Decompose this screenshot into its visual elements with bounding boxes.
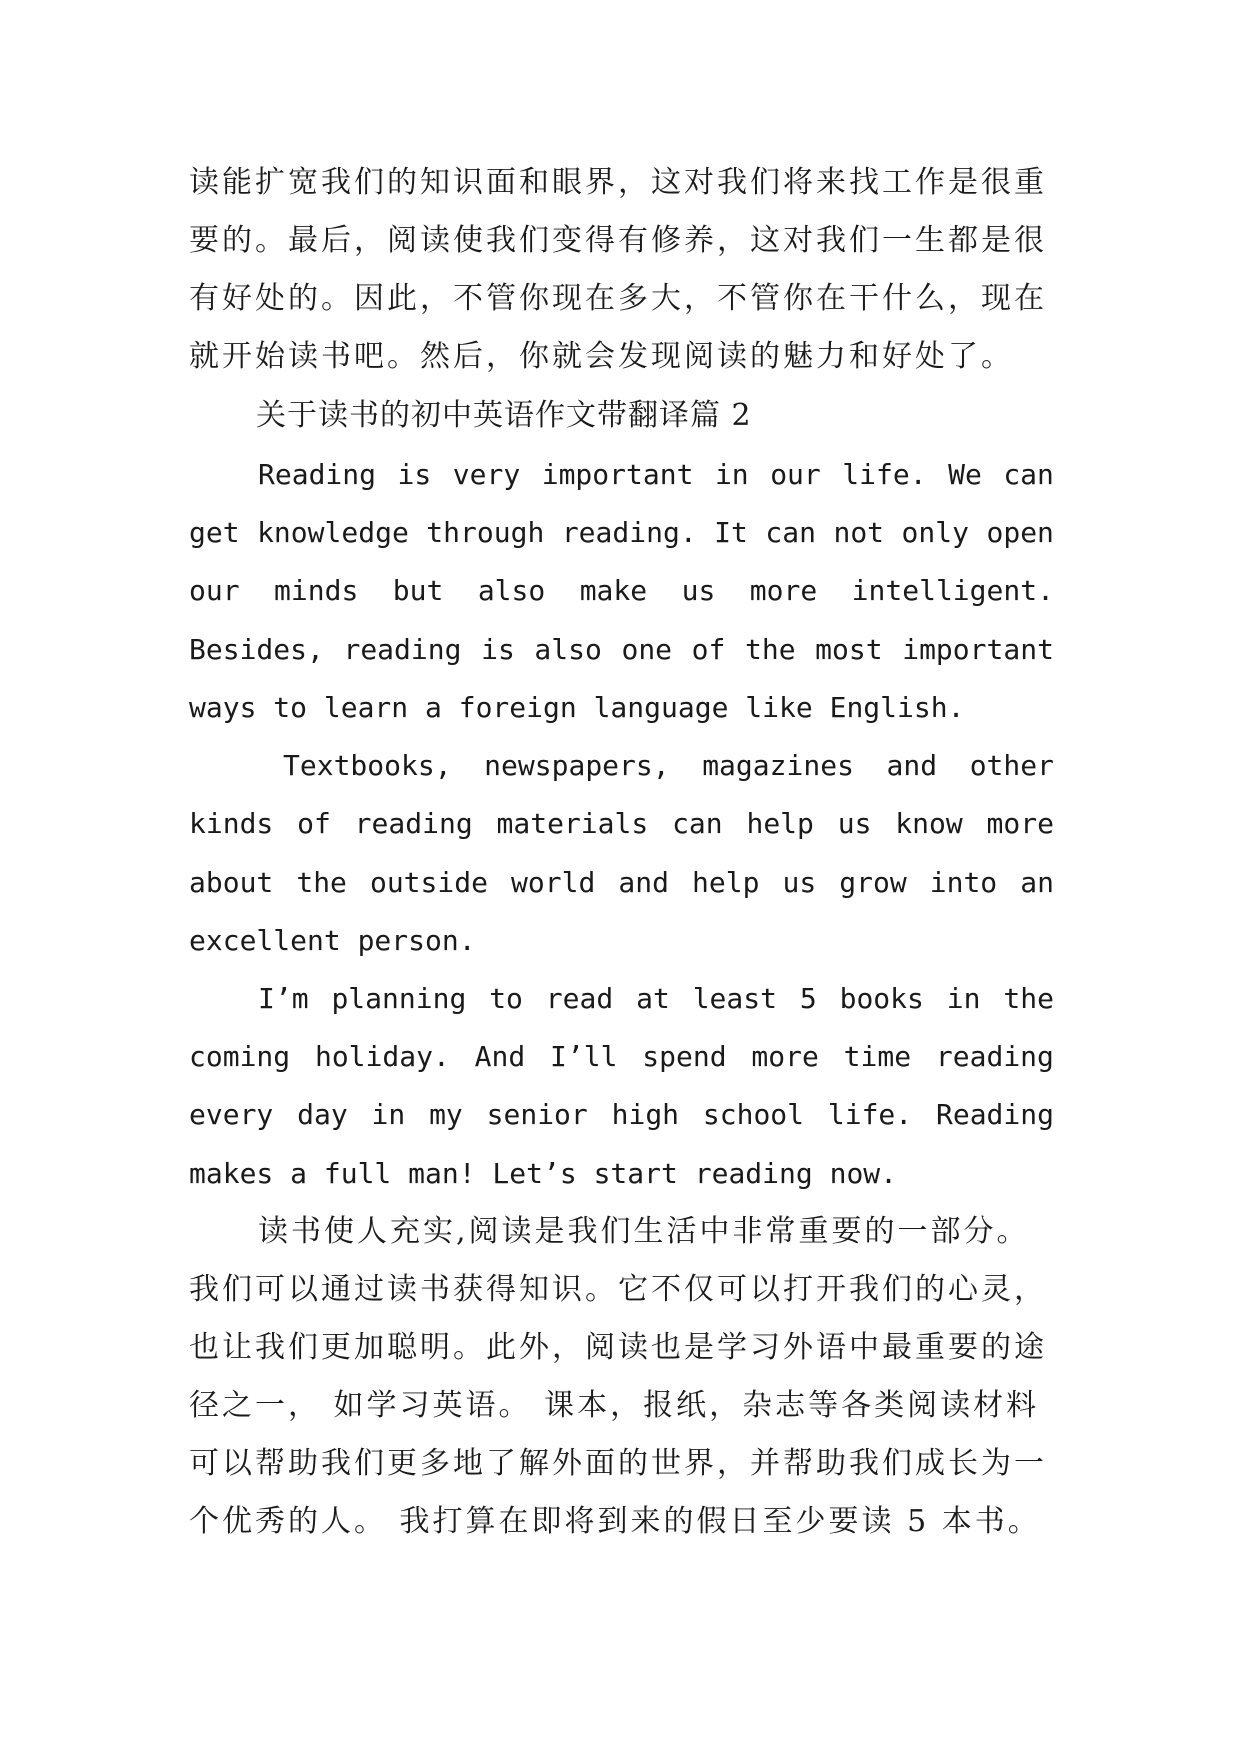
word: only (901, 516, 969, 549)
word: also (477, 574, 546, 607)
paragraph-line (189, 513, 1054, 553)
word: spend (642, 1040, 727, 1073)
word: the (1003, 982, 1054, 1015)
word: can (672, 807, 723, 840)
paragraph-line (189, 1037, 1054, 1077)
word: more (986, 807, 1054, 840)
word: our (770, 458, 821, 491)
word: more (749, 574, 818, 607)
word: but (392, 574, 444, 607)
word: read (545, 982, 614, 1015)
word: day (297, 1098, 348, 1131)
word: It (714, 516, 748, 549)
word: time (843, 1040, 912, 1073)
word: world (511, 866, 596, 899)
word: kinds (189, 807, 274, 840)
word: the (296, 866, 347, 899)
word: of (297, 807, 331, 840)
word: at (636, 982, 670, 1015)
word: newspapers, (484, 749, 670, 782)
word: every (189, 1098, 274, 1131)
word: I’m (258, 982, 309, 1015)
word: one (621, 633, 673, 666)
word: know (895, 807, 963, 840)
word: in (371, 1098, 406, 1131)
word: reading. (561, 516, 697, 549)
word: help (746, 807, 814, 840)
paragraph-line: 读书使人充实,阅读是我们生活中非常重要的一部分。 (258, 1214, 1030, 1249)
paragraph-line (258, 979, 1054, 1019)
word: into (929, 866, 998, 899)
word: open (986, 516, 1054, 549)
word: holiday. (314, 1040, 450, 1073)
word: an (1020, 866, 1054, 899)
word: I’ll (550, 1040, 618, 1073)
word: our (189, 574, 240, 607)
word: more (751, 1040, 819, 1073)
word: about (189, 866, 274, 899)
word: also (534, 633, 602, 666)
word: is (397, 458, 432, 491)
paragraph-line (189, 863, 1054, 903)
paragraph-line: 要的。最后，阅读使我们变得有修养，这对我们一生都是很 (189, 223, 1047, 258)
word: books (839, 982, 924, 1015)
paragraph-line (189, 1095, 1054, 1135)
word: reading (935, 1040, 1054, 1073)
word: can (1003, 458, 1054, 491)
word: help (692, 866, 760, 899)
word: us (837, 807, 872, 840)
paragraph-line: 读能扩宽我们的知识面和眼界，这对我们将来找工作是很重 (189, 165, 1047, 200)
word: school (702, 1098, 805, 1131)
word: We (948, 458, 982, 491)
paragraph-line (189, 630, 1054, 670)
word: not (833, 516, 885, 549)
word: important (541, 458, 694, 491)
word: magazines (702, 749, 854, 782)
word: us (782, 866, 817, 899)
word: us (681, 574, 716, 607)
word: outside (369, 866, 488, 899)
word: Besides, (189, 633, 324, 666)
word: minds (274, 574, 359, 607)
word: the (744, 633, 796, 666)
word: knowledge (257, 516, 409, 549)
word: is (481, 633, 515, 666)
word: important (902, 633, 1054, 666)
word: in (714, 458, 749, 491)
word: intelligent. (851, 574, 1054, 607)
word: reading (343, 633, 462, 666)
word: high (611, 1098, 680, 1131)
paragraph-line: 就开始读书吧。然后，你就会发现阅读的魅力和好处了。 (189, 339, 1014, 374)
word: get (189, 516, 240, 549)
word: make (579, 574, 648, 607)
word: planning (331, 982, 467, 1015)
word: in (946, 982, 981, 1015)
paragraph-line (258, 455, 1054, 495)
word: Textbooks, (283, 749, 452, 782)
paragraph-line: 个优秀的人。 我打算在即将到来的假日至少要读 5 本书。 (189, 1504, 1041, 1539)
paragraph-line: ways to learn a foreign language like English. (189, 691, 965, 724)
paragraph-line: 可以帮助我们更多地了解外面的世界，并帮助我们成长为一 (189, 1446, 1047, 1481)
word: other (969, 749, 1054, 782)
word: materials (496, 807, 649, 840)
word: And (474, 1040, 526, 1073)
word: senior (486, 1098, 588, 1131)
paragraph-line: 也让我们更加聪明。此外，阅读也是学习外语中最重要的途 (189, 1330, 1047, 1365)
word: life. (842, 458, 927, 491)
word: 5 (799, 982, 817, 1015)
word: to (489, 982, 523, 1015)
word: Reading (258, 458, 377, 491)
word: coming (189, 1040, 291, 1073)
word: and (618, 866, 669, 899)
word: least (692, 982, 777, 1015)
word: grow (839, 866, 907, 899)
word: of (691, 633, 726, 666)
paragraph-line: 我们可以通过读书获得知识。它不仅可以打开我们的心灵， (189, 1272, 1047, 1307)
section-heading: 关于读书的初中英语作文带翻译篇 2 (256, 398, 752, 433)
paragraph-line: 径之一， 如学习英语。 课本，报纸，杂志等各类阅读材料 (189, 1388, 1040, 1423)
paragraph-line: 有好处的。因此，不管你现在多大，不管你在干什么，现在 (189, 281, 1047, 316)
word: life. (827, 1098, 913, 1131)
word: through (426, 516, 545, 549)
word: and (886, 749, 938, 782)
word: can (765, 516, 816, 549)
paragraph-line (189, 571, 1054, 611)
word: very (452, 458, 521, 491)
word: reading (354, 807, 473, 840)
word: Reading (935, 1098, 1054, 1131)
paragraph-line (189, 804, 1054, 844)
paragraph-line: makes a full man! Let’s start reading now. (189, 1157, 898, 1190)
paragraph-line: excellent person. (189, 924, 476, 957)
paragraph-line (283, 746, 1054, 786)
word: my (429, 1098, 463, 1131)
word: most (815, 633, 883, 666)
